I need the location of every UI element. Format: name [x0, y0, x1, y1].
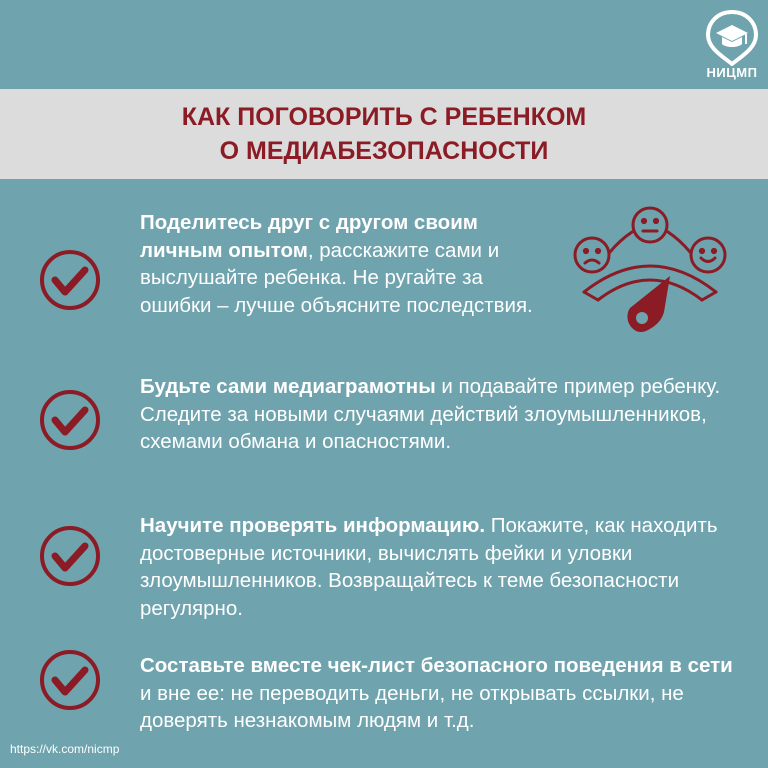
source-url[interactable]: https://vk.com/nicmp: [10, 742, 120, 756]
item-2-bold: Будьте сами медиаграмотны: [140, 375, 436, 398]
item-4-text: и вне ее: не переводить деньги, не открывать ссылки, не доверять незнакомым людям и т.д.: [140, 681, 684, 732]
item-1-text: , расскажите сами и выслушайте ребенка. Не ругайте за ошибки – лучше объясните последствия.: [140, 238, 533, 317]
logo-text: НИЦМП: [706, 65, 758, 80]
item-3-text: Покажите, как находить достоверные источники, вычислять фейки и уловки злоумышленников. Возвращайтесь к теме безопасности регулярно.: [140, 514, 718, 620]
logo: [700, 8, 764, 82]
item-1-bold: Поделитесь друг с другом своим личным опытом: [140, 211, 478, 262]
list-item-3: [140, 512, 740, 622]
item-4-bold: Составьте вместе чек-лист безопасного поведения в сети: [140, 654, 733, 677]
item-2-text: и подавайте пример ребенку. Следите за новыми случаями действий злоумышленников, схемами обмана и опасностями.: [140, 375, 721, 453]
checkmark-icon: [38, 388, 102, 452]
list-item-2: [140, 373, 730, 456]
checkmark-icon: [38, 524, 102, 588]
graduation-cap-pin-icon: [700, 8, 764, 66]
mood-meter-icon: [570, 200, 730, 350]
checkmark-icon: [38, 648, 102, 712]
title-line-1: КАК ПОГОВОРИТЬ С РЕБЕНКОМ: [181, 103, 587, 131]
title-band: [0, 89, 768, 179]
item-3-bold: Научите проверять информацию.: [140, 514, 486, 537]
list-item-1: [140, 209, 560, 319]
checkmark-icon: [38, 248, 102, 312]
list-item-4: [140, 652, 740, 735]
title-line-2: О МЕДИАБЕЗОПАСНОСТИ: [219, 137, 549, 165]
